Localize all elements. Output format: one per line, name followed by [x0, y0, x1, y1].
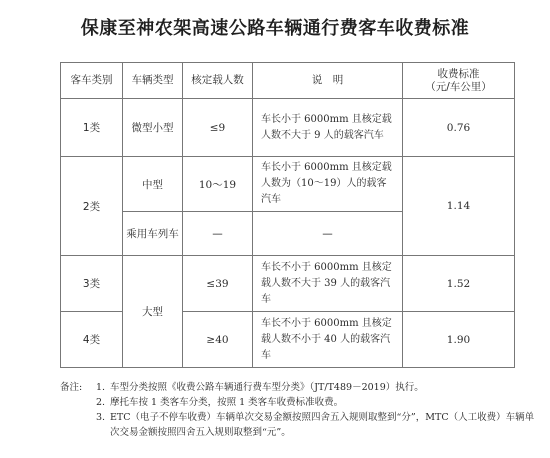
fee-table: [60, 62, 515, 368]
header-vehicle-type: 车辆类型: [123, 63, 183, 99]
category-cell: 2类: [61, 157, 123, 256]
page-title: 保康至神农架高速公路车辆通行费客车收费标准: [80, 18, 470, 39]
rate-cell: 1.90: [403, 312, 515, 368]
description-cell: 车长不小于 6000mm 且核定载人数不大于 39 人的载客汽车: [253, 256, 403, 312]
notes-section: [60, 380, 540, 440]
header-rate-line1: 收费标准: [437, 67, 480, 80]
header-rate: [403, 63, 515, 99]
description-cell: 车长小于 6000mm 且核定载人数为（10～19）人的载客汽车: [253, 157, 403, 212]
description-cell: 车长小于 6000mm 且核定载人数不大于 9 人的载客汽车: [253, 99, 403, 157]
header-seats: 核定载人数: [183, 63, 253, 99]
note-item: [60, 380, 540, 395]
note-text: 车型分类按照《收费公路车辆通行费车型分类》（JT/T489－2019）执行。: [110, 382, 424, 393]
header-category: 客车类别: [61, 63, 123, 99]
note-item: [60, 410, 540, 440]
seats-cell: —: [183, 212, 253, 256]
header-row: [61, 63, 515, 99]
note-text: ETC（电子不停车收费）车辆单次交易金额按照四舍五入规则取整到“分”，MTC（人工收费）车辆单次交易金额按照四舍五入规则取整到“元”。: [110, 412, 535, 438]
rate-cell: 0.76: [403, 99, 515, 157]
header-rate-line2: （元/车公里）: [425, 80, 492, 93]
note-index: 1.: [96, 382, 106, 393]
category-cell: 3类: [61, 256, 123, 312]
category-cell: 4类: [61, 312, 123, 368]
rate-cell: 1.14: [403, 157, 515, 256]
notes-lead: 备注:: [60, 382, 83, 393]
note-index: 3.: [96, 412, 106, 423]
vehicle-type-cell: 大型: [123, 256, 183, 368]
vehicle-type-cell: 微型小型: [123, 99, 183, 157]
seats-cell: ≤9: [183, 99, 253, 157]
vehicle-type-cell: 乘用车列车: [123, 212, 183, 256]
description-cell: 车长不小于 6000mm 且核定载人数不小于 40 人的载客汽车: [253, 312, 403, 368]
seats-cell: ≤39: [183, 256, 253, 312]
vehicle-type-cell: 中型: [123, 157, 183, 212]
seats-cell: 10～19: [183, 157, 253, 212]
table-row: [61, 256, 515, 312]
table-row: [61, 157, 515, 212]
note-index: 2.: [96, 397, 106, 408]
description-cell: —: [253, 212, 403, 256]
header-description: 说 明: [253, 63, 403, 99]
note-text: 摩托车按 1 类客车分类，按照 1 类客车收费标准收费。: [110, 397, 344, 408]
table-row: [61, 99, 515, 157]
note-item: [60, 395, 540, 410]
rate-cell: 1.52: [403, 256, 515, 312]
seats-cell: ≥40: [183, 312, 253, 368]
category-cell: 1类: [61, 99, 123, 157]
